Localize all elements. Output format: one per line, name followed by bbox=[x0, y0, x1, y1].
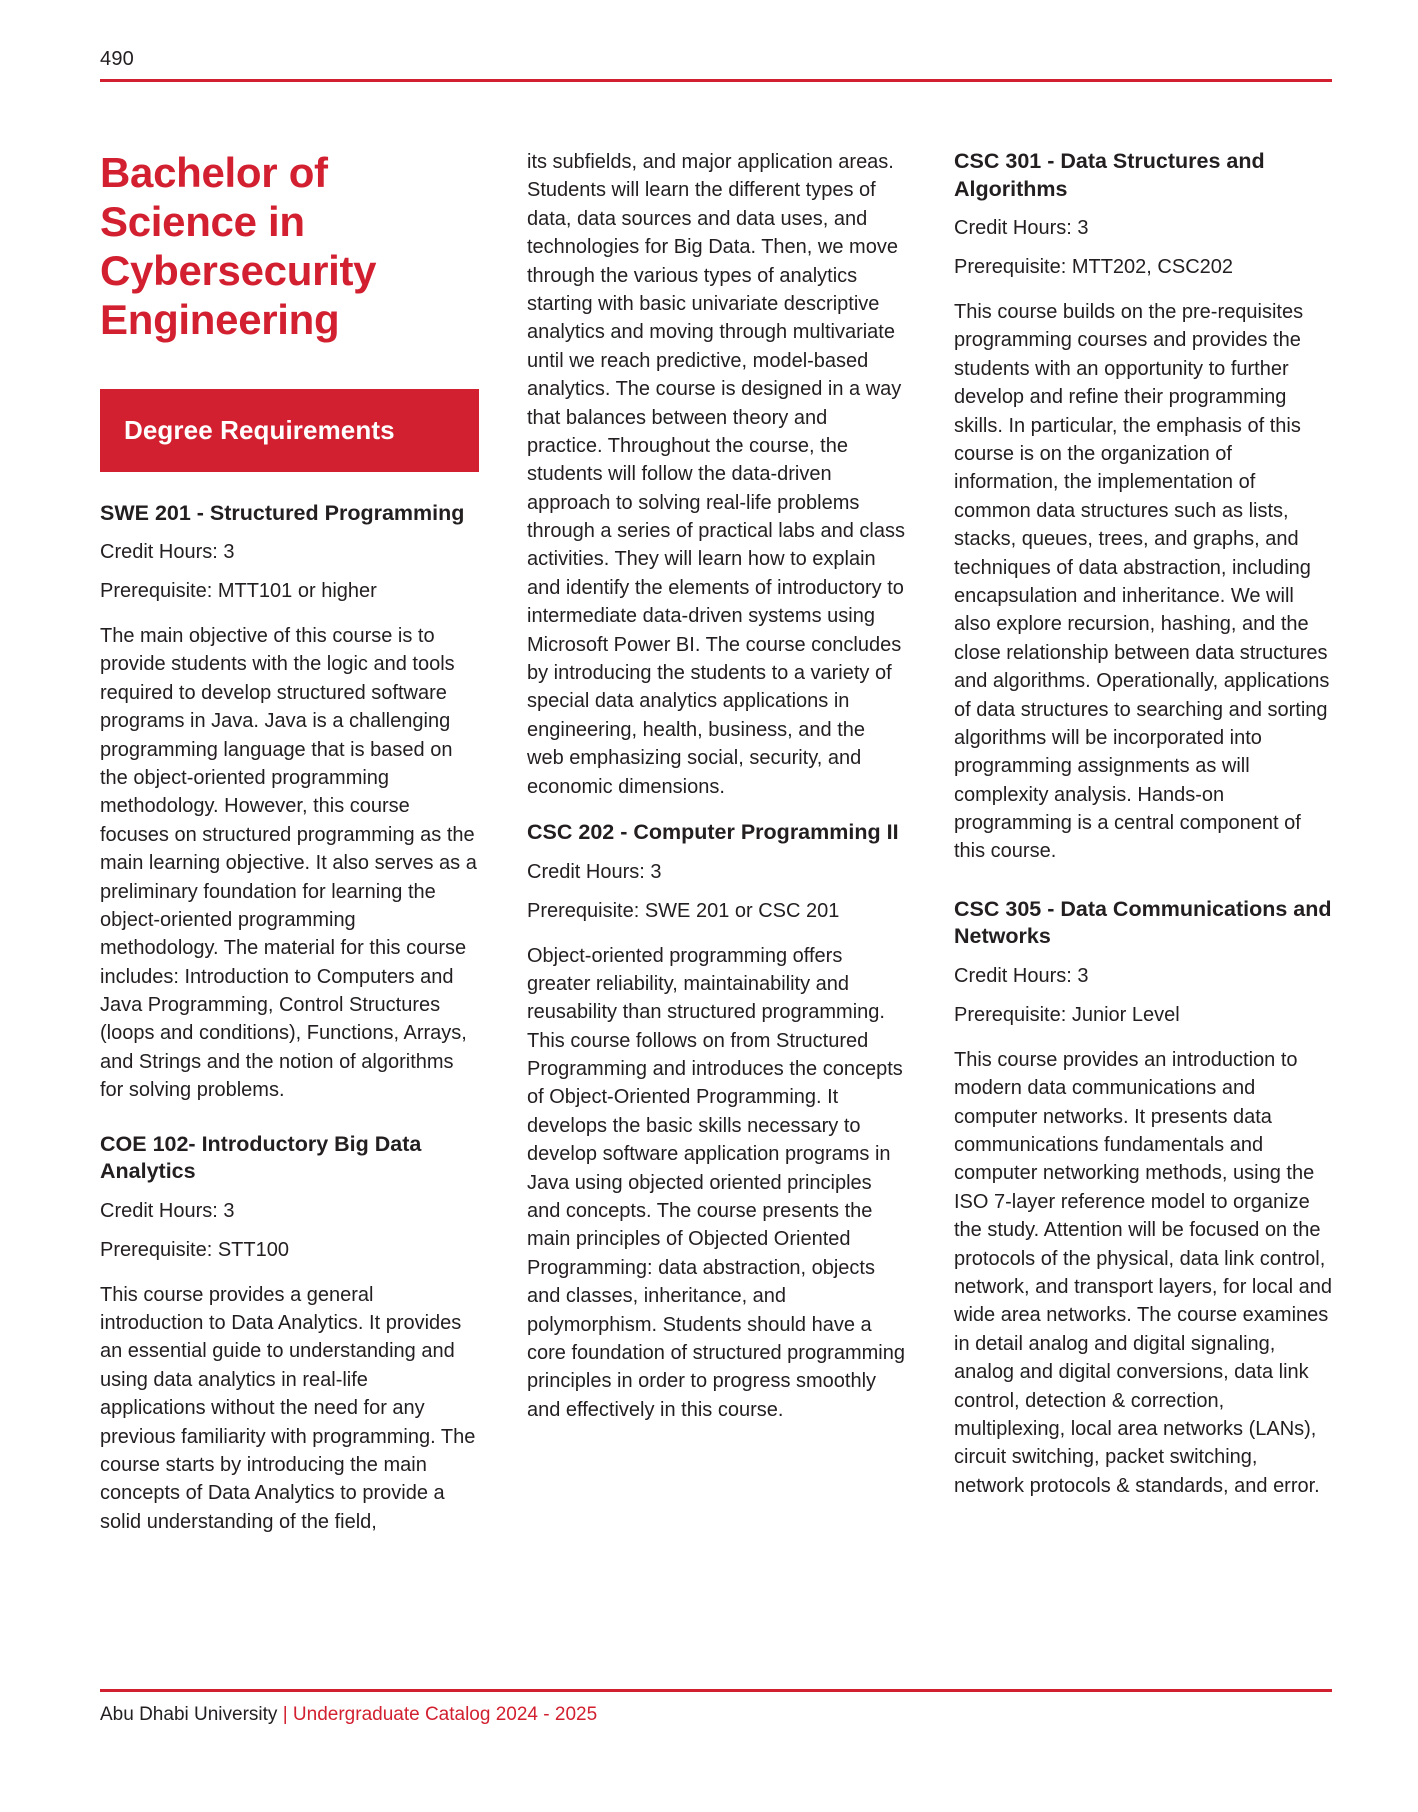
course-description: The main objective of this course is to provide students with the logic and tools required to develop structured software programs in Java. Java is a challenging programming language that is based on the object-oriented programming methodology. However, this course focuses on structured programming as the main learning objective. It also serves as a preliminary foundation for learning the object-oriented programming methodology. The material for this course includes: Introduction to Computers and Java Programming, Control Structures (loops and conditions), Functions, Arrays, and Strings and the notion of algorithms for solving problems. bbox=[100, 625, 477, 1102]
course-credit-hours: Credit Hours: 3 bbox=[527, 860, 662, 883]
course-description: Object-oriented programming offers greater reliability, maintainability and reusability than structured programming. This course follows on from Structured Programming and introduces the concepts of Object-Oriented Programming. It develops the basic skills necessary to develop software application programs in Java using objected oriented principles and concepts. The course presents the main principles of Objected Oriented Programming: data abstraction, objects and classes, inheritance, and polymorphism. Students should have a core foundation of structured programming principles in order to progress smoothly and effectively in this course. bbox=[527, 944, 905, 1421]
course-prerequisite: Prerequisite: MTT202, CSC202 bbox=[954, 256, 1234, 279]
course-description: This course provides an introduction to modern data communications and computer networks. It presents data communications fundamentals and computer networking methods, using the ISO 7-layer reference model to organize the study. Attention will be focused on the protocols of the physical, data link control, network, and transport layers, for local and wide area networks. The course examines in detail analog and digital signaling, analog and digital conversions, data link control, detection & correction, multiplexing, local area networks (LANs), circuit switching, packet switching, network protocols & standards, and error. bbox=[954, 1048, 1332, 1497]
course-entry bbox=[100, 1131, 479, 1537]
footer-separator: | bbox=[277, 1704, 293, 1725]
course-title: CSC 202 - Computer Programming II bbox=[527, 819, 899, 844]
course-entry bbox=[954, 896, 1333, 1500]
content-columns bbox=[100, 148, 1332, 1536]
column-three bbox=[954, 148, 1333, 1536]
page-footer bbox=[100, 1689, 1332, 1726]
course-description: This course builds on the pre-requisites programming courses and provides the students with an opportunity to further develop and refine their programming skills. In particular, the emphasis of this course is on the organization of information, the implementation of common data structures such as lists, stacks, queues, trees, and graphs, and techniques of data abstraction, including encapsulation and inheritance. We will also explore recursion, hashing, and the close relationship between data structures and algorithms. Operationally, applications of data structures to searching and sorting algorithms will be incorporated into programming assignments as will complexity analysis. Hands-on programming is a central component of this course. bbox=[954, 301, 1330, 863]
footer-catalog: Undergraduate Catalog 2024 - 2025 bbox=[292, 1704, 598, 1725]
course-credit-hours: Credit Hours: 3 bbox=[100, 541, 235, 564]
header-divider bbox=[100, 79, 1332, 82]
course-entry bbox=[527, 819, 906, 1424]
course-credit-hours: Credit Hours: 3 bbox=[100, 1199, 235, 1222]
page-header bbox=[100, 48, 1332, 82]
course-title: CSC 301 - Data Structures and Algorithms bbox=[954, 149, 1265, 201]
course-prerequisite: Prerequisite: Junior Level bbox=[954, 1003, 1180, 1026]
course-prerequisite: Prerequisite: MTT101 or higher bbox=[100, 580, 377, 603]
course-credit-hours: Credit Hours: 3 bbox=[954, 964, 1089, 987]
column-two bbox=[527, 148, 906, 1536]
course-title: CSC 305 - Data Communications and Networks bbox=[954, 896, 1332, 949]
degree-requirements-banner: Degree Requirements bbox=[100, 389, 479, 472]
course-entry bbox=[100, 500, 479, 1105]
course-prerequisite: Prerequisite: STT100 bbox=[100, 1238, 289, 1261]
course-title: COE 102- Introductory Big Data Analytics bbox=[100, 1131, 422, 1184]
footer-text bbox=[100, 1692, 1332, 1726]
course-entry bbox=[954, 148, 1333, 866]
page-title: Bachelor of Science in Cybersecurity Engineering bbox=[100, 149, 377, 344]
course-prerequisite: Prerequisite: SWE 201 or CSC 201 bbox=[527, 899, 840, 922]
page-number: 490 bbox=[100, 48, 134, 70]
course-description: This course provides a general introduction to Data Analytics. It provides an essential guide to understanding and using data analytics in real-life applications without the need for any previous familiarity with programming. The course starts by introducing the main concepts of Data Analytics to provide a solid understanding of the field, bbox=[100, 1283, 476, 1533]
course-title: SWE 201 - Structured Programming bbox=[100, 500, 465, 525]
column-one bbox=[100, 148, 479, 1536]
footer-university: Abu Dhabi University bbox=[100, 1704, 278, 1725]
continued-paragraph: its subfields, and major application areas. Students will learn the different types of data, data sources and data uses, and technologies for Big Data. Then, we move through the various types of analytics starting with basic univariate descriptive analytics and moving through multivariate until we reach predictive, model-based analytics. The course is designed in a way that balances between theory and practice. Throughout the course, the students will follow the data-driven approach to solving real-life problems through a series of practical labs and class activities. They will learn how to explain and identify the elements of introductory to intermediate data-driven systems using Microsoft Power BI. The course concludes by introducing the students to a variety of special data analytics applications in engineering, health, business, and the web emphasizing social, security, and economic dimensions. bbox=[527, 151, 905, 798]
course-credit-hours: Credit Hours: 3 bbox=[954, 217, 1089, 240]
